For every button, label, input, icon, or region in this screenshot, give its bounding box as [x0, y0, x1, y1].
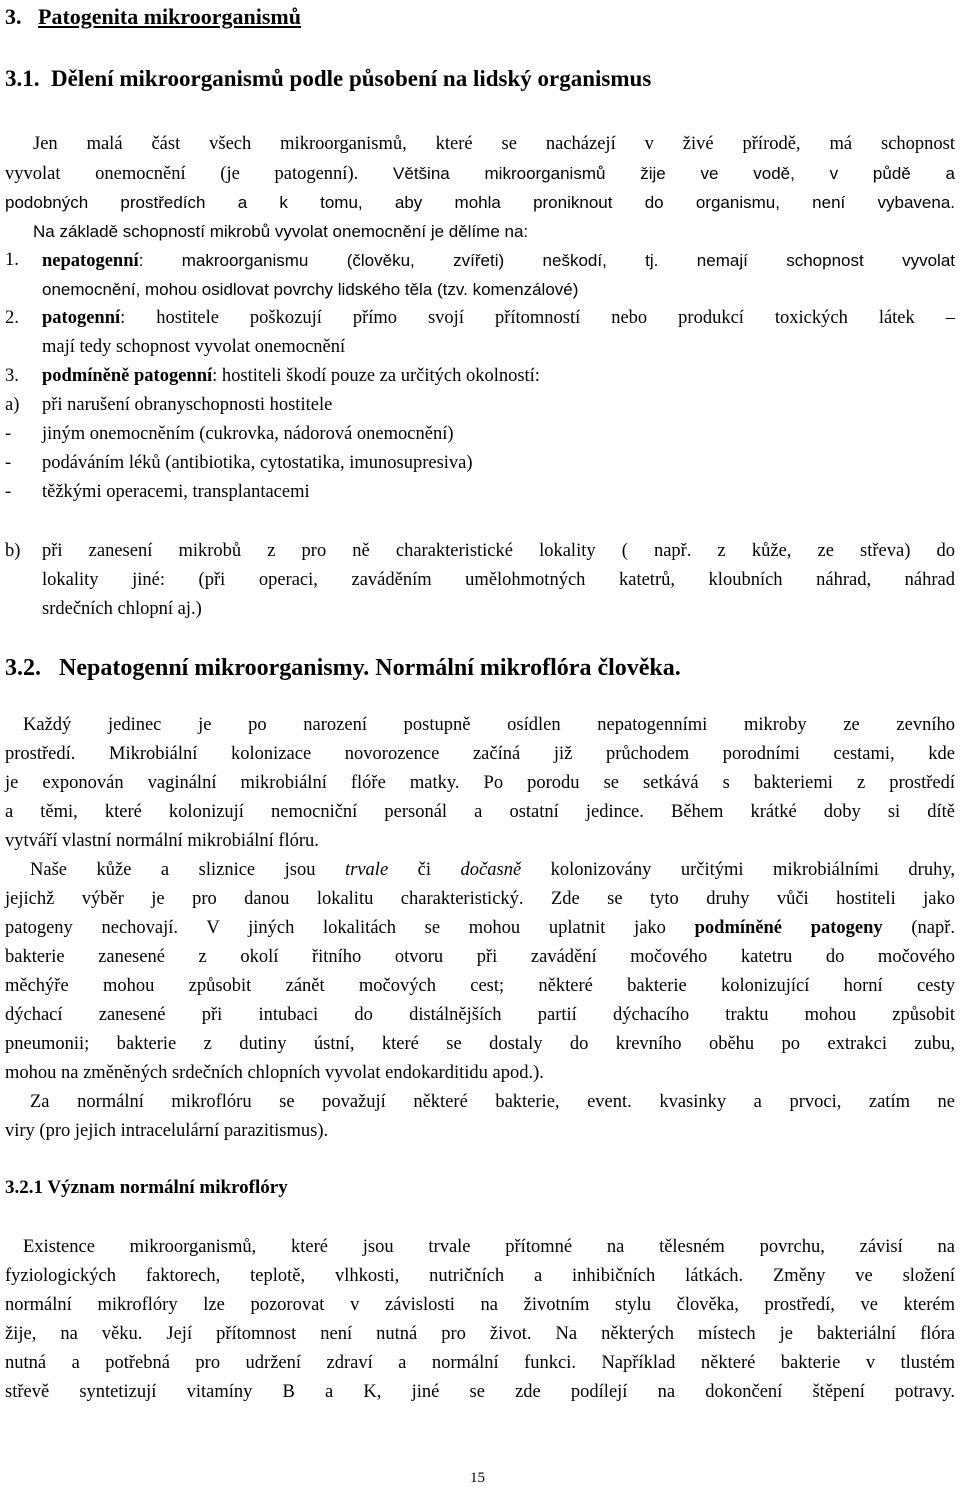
sub-item-b-line: při zanesení mikrobů z pro ně charakteristické lokality ( např. z kůže, ze střeva) do [42, 541, 955, 561]
page-number: 15 [470, 1470, 485, 1486]
intro-line: Na základě schopností mikrobů vyvolat onemocnění je dělíme na: [33, 222, 529, 241]
sub-item-b-line: srdečních chlopní aj.) [42, 599, 202, 619]
paragraph-line: střevě syntetizují vitamíny B a K, jiné se zde podílejí na dokončení štěpení potravy. [5, 1382, 955, 1402]
paragraph-line: žije, na věku. Její přítomnost není nutná pro život. Na některých místech je bakteriální flóra [5, 1324, 955, 1344]
sub-item-b-line: lokality jiné: (při operaci, zaváděním umělohmotných katetrů, kloubních náhrad, náhrad [42, 570, 955, 590]
paragraph-line: viry (pro jejich intracelulární parazitismus). [5, 1121, 329, 1141]
paragraph-line: nutná a potřebná pro udržení zdraví a normální funkci. Například některé bakterie v tlustém [5, 1353, 955, 1373]
sub-mark-b: b) [5, 541, 21, 561]
dash-item: jiným onemocněním (cukrovka, nádorová onemocnění) [42, 424, 454, 444]
paragraph-line: normální mikroflóry lze pozorovat v závislosti na životním stylu člověka, prostředí, ve kterém [5, 1295, 955, 1315]
bold-podminene-patogeny: podmíněné patogeny [694, 918, 883, 938]
paragraph-line: dýchací zanesené při intubaci do distálnějších partií dýchacího traktu mohou způsobit [5, 1005, 955, 1025]
list-item-1 [42, 246, 955, 276]
list-item-1-line2: onemocnění, mohou osidlovat povrchy lidského těla (tzv. komenzálové) [42, 280, 579, 299]
chapter-heading [5, 4, 301, 30]
section-heading-3-2 [5, 655, 681, 682]
dash-item: těžkými operacemi, transplantacemi [42, 482, 310, 502]
paragraph-line: pneumonii; bakterie z dutiny ústní, které se dostaly do krevního oběhu po extrakci zubu, [5, 1034, 955, 1054]
sub-item-a: při narušení obranyschopnosti hostitele [42, 395, 333, 415]
section-title: Dělení mikroorganismů podle působení na lidský organismus [51, 66, 652, 91]
dash-mark: - [5, 482, 12, 502]
section-heading-3-1 [5, 66, 651, 92]
list-number: 3. [5, 366, 19, 386]
term-podminene-patogenni: podmíněně patogenní [42, 366, 213, 386]
paragraph-line: Každý jedinec je po narození postupně osídlen nepatogenními mikroby ze zevního [23, 715, 955, 735]
text-run: či [388, 860, 461, 880]
section-number: 3.2. [5, 655, 41, 681]
intro-line: vyvolat onemocnění (je patogenní). Většina mikroorganismů žije ve vodě, v půdě a [5, 164, 955, 184]
italic-trvale: trvale [345, 860, 389, 880]
list-item-2-line2: mají tedy schopnost vyvolat onemocnění [42, 337, 346, 357]
term-patogenni: patogenní [42, 308, 121, 328]
list-item-text: : makroorganismu (člověku, zvířeti) neškodí, tj. nemají schopnost vyvolat [138, 251, 955, 270]
paragraph-line: vytváří vlastní normální mikrobiální flóru. [5, 831, 319, 851]
paragraph-line [5, 914, 955, 943]
list-item-text: : hostiteli škodí pouze za určitých okolností: [212, 366, 540, 386]
paragraph-line: jejichž výběr je pro danou lokalitu charakteristický. Zde se tyto druhy vůči hostiteli jako [5, 889, 955, 909]
text-run: kolonizovány určitými mikrobiálními druhy, [521, 860, 955, 880]
paragraph-line: Existence mikroorganismů, které jsou trvale přítomné na tělesném povrchu, závisí na [23, 1237, 955, 1257]
paragraph-line: fyziologických faktorech, teplotě, vlhkosti, nutričních a inhibičních látkách. Změny ve složení [5, 1266, 955, 1286]
text-run: Naše kůže a sliznice jsou [30, 860, 345, 880]
intro-line: podobných prostředích a k tomu, aby mohla proniknout do organismu, není vybavena. [5, 193, 955, 212]
paragraph-line: bakterie zanesené z okolí řitního otvoru při zavádění močového katetru do močového [5, 947, 955, 967]
intro-line: Jen malá část všech mikroorganismů, které se nacházejí v živé přírodě, má schopnost [33, 134, 955, 154]
chapter-title: Patogenita mikroorganismů [38, 4, 301, 29]
paragraph-line: měchýře mohou způsobit zánět močových cest; některé bakterie kolonizující horní cesty [5, 976, 955, 996]
list-number: 2. [5, 308, 19, 328]
section-number: 3.1. [5, 66, 40, 91]
paragraph-line: prostředí. Mikrobiální kolonizace novorozence začíná již průchodem porodními cestami, kde [5, 744, 955, 764]
term-nepatogenni: nepatogenní [42, 251, 139, 271]
dash-mark: - [5, 453, 12, 473]
subsection-heading-3-2-1: 3.2.1 Význam normální mikroflóry [5, 1177, 288, 1198]
chapter-number: 3. [5, 4, 22, 29]
italic-docasne: dočasně [460, 860, 522, 880]
dash-item: podáváním léků (antibiotika, cytostatika, imunosupresiva) [42, 453, 473, 473]
list-item-2 [42, 304, 955, 333]
paragraph-line: je exponován vaginální mikrobiální flóře matky. Po porodu se setkává s bakteriemi z prostředí [5, 773, 955, 793]
paragraph-line: Za normální mikroflóru se považují některé bakterie, event. kvasinky a prvoci, zatím ne [30, 1092, 955, 1112]
sub-mark-a: a) [5, 395, 20, 415]
list-item-3 [42, 362, 540, 391]
text-run: patogeny nechovají. V jiných lokalitách se mohou uplatnit jako [5, 918, 695, 938]
section-title: Nepatogenní mikroorganismy. Normální mikroflóra člověka. [59, 655, 681, 681]
paragraph-line: mohou na změněných srdečních chlopních vyvolat endokarditidu apod.). [5, 1063, 544, 1083]
paragraph-line: a těmi, které kolonizují nemocniční personál a ostatní jedince. Během krátké doby si dítě [5, 802, 955, 822]
paragraph-line [30, 856, 955, 885]
list-number: 1. [5, 250, 19, 270]
text-run: (např. [882, 918, 956, 938]
dash-mark: - [5, 424, 12, 444]
list-item-text: : hostitele poškozují přímo svojí přítomností nebo produkcí toxických látek – [120, 308, 955, 328]
